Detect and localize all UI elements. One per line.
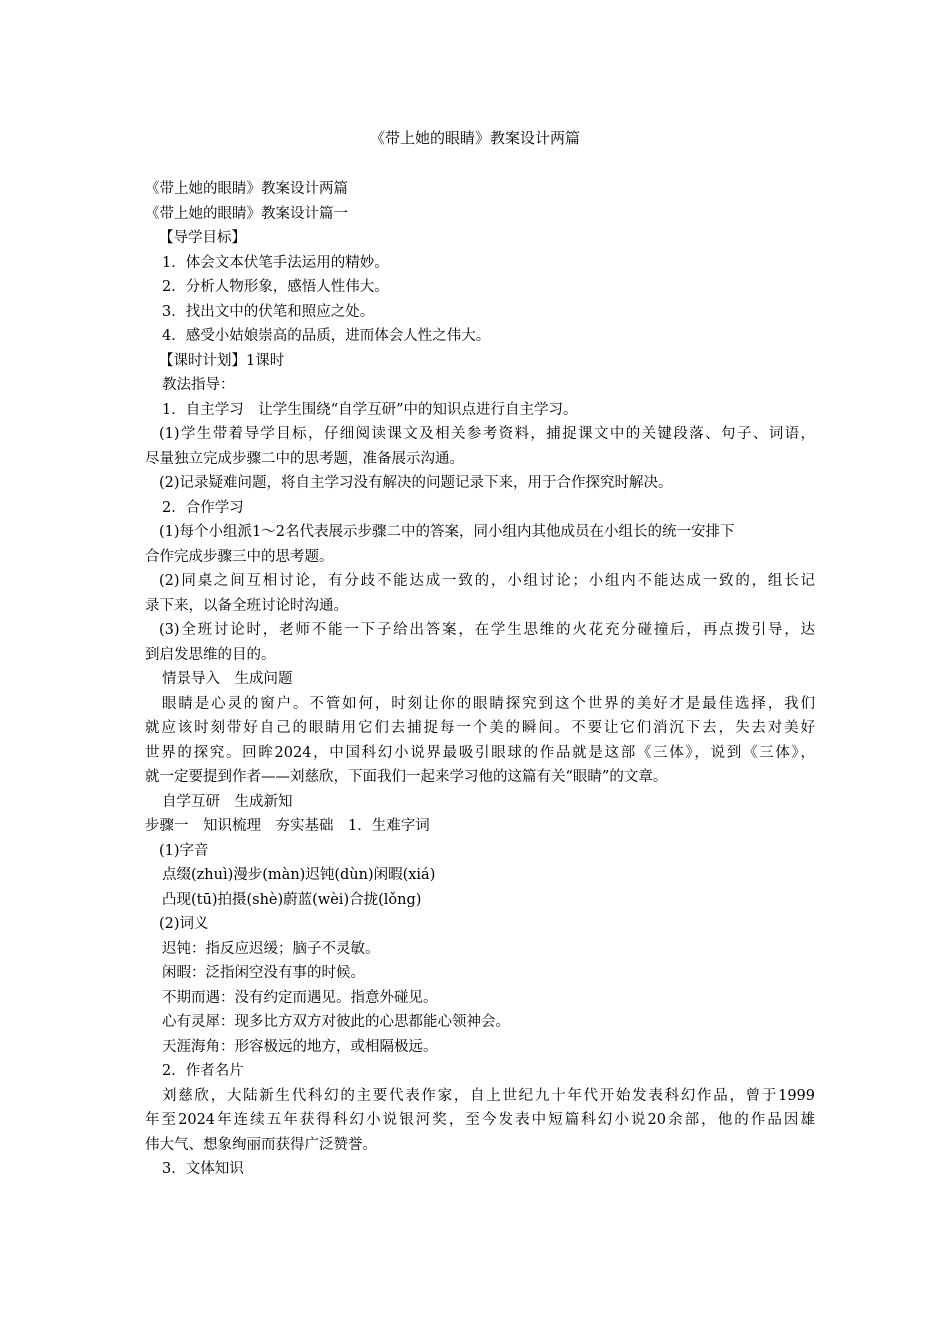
text-line: 教法指导： xyxy=(162,377,235,393)
document-body xyxy=(145,177,815,1182)
section-heading-schedule: 【课时计划】1课时 xyxy=(159,352,285,369)
text-line: (1)字音 xyxy=(159,842,209,859)
document-title: 《带上她的眼睛》教案设计两篇 xyxy=(369,129,580,147)
definition-line: 不期而遇：没有约定而遇见。指意外碰见。 xyxy=(162,989,438,1006)
paragraph-line: 录下来，以备全班讨论时沟通。 xyxy=(145,597,348,614)
doc-heading: 《带上她的眼睛》教案设计两篇 xyxy=(145,181,348,197)
paragraph-line: 到启发思维的目的。 xyxy=(145,646,276,663)
text-line: 3．文体知识 xyxy=(162,1161,244,1177)
pronunciation-line: 凸现(tū)拍摄(shè)蔚蓝(wèi)合拢(lǒng) xyxy=(162,891,422,908)
goal-item: 1．体会文本伏笔手法运用的精妙。 xyxy=(162,254,389,271)
text-line: (2)词义 xyxy=(159,916,209,932)
goal-item: 2．分析人物形象，感悟人性伟大。 xyxy=(162,279,389,295)
section-heading-selfstudy: 自学互研 生成新知 xyxy=(162,793,293,810)
paragraph-line: 伟大气、想象绚丽而获得广泛赞誉。 xyxy=(145,1136,377,1153)
paragraph-line: 眼睛是心灵的窗户。不管如何，时刻让你的眼睛探究到这个世界的美好才是最佳选择，我们 xyxy=(162,695,815,712)
doc-subheading: 《带上她的眼睛》教案设计篇一 xyxy=(145,205,348,222)
pronunciation-line: 点缀(zhuì)漫步(màn)迟钝(dùn)闲暇(xiá) xyxy=(162,867,436,883)
paragraph-line: 年至2024年连续五年获得科幻小说银河奖，至今发表中短篇科幻小说20余部，他的作品因雄 xyxy=(145,1112,815,1128)
text-line: 1．自主学习 让学生围绕“自学互研”中的知识点进行自主学习。 xyxy=(162,401,578,418)
paragraph-line: 合作完成步骤三中的思考题。 xyxy=(145,548,334,565)
goal-item: 4．感受小姑娘崇高的品质，进而体会人性之伟大。 xyxy=(162,328,491,344)
paragraph-line: (1)每个小组派1～2名代表展示步骤二中的答案，同小组内其他成员在小组长的统一安排下 xyxy=(159,524,735,540)
definition-line: 闲暇：泛指闲空没有事的时候。 xyxy=(162,965,365,981)
paragraph-line: 世界的探究。回眸2024，中国科幻小说界最吸引眼球的作品就是这部《三体》，说到《三体》， xyxy=(145,744,815,761)
definition-line: 心有灵犀：现多比方双方对彼此的心思都能心领神会。 xyxy=(162,1014,510,1030)
section-heading-goals: 【导学目标】 xyxy=(159,230,246,246)
section-heading-intro: 情景导入 生成问题 xyxy=(162,671,293,687)
definition-line: 天涯海角：形容极远的地方，或相隔极远。 xyxy=(162,1038,438,1055)
goal-item: 3．找出文中的伏笔和照应之处。 xyxy=(162,303,375,320)
paragraph-line: 就一定要提到作者——刘慈欣，下面我们一起来学习他的这篇有关“眼睛”的文章。 xyxy=(145,769,668,785)
paragraph-line: (2)同桌之间互相讨论，有分歧不能达成一致的，小组讨论；小组内不能达成一致的，组长记 xyxy=(159,573,815,589)
text-line: 2．作者名片 xyxy=(162,1063,244,1079)
definition-line: 迟钝：指反应迟缓；脑子不灵敏。 xyxy=(162,940,380,957)
paragraph-line: 就应该时刻带好自己的眼睛用它们去捕捉每一个美的瞬间。不要让它们消沉下去，失去对美好 xyxy=(145,720,815,736)
paragraph-line: 尽量独立完成步骤二中的思考题，准备展示沟通。 xyxy=(145,450,464,467)
paragraph-line: (3)全班讨论时，老师不能一下子给出答案，在学生思维的火花充分碰撞后，再点拨引导，达 xyxy=(159,622,815,638)
step-heading: 步骤一 知识梳理 夯实基础 1．生难字词 xyxy=(145,818,430,834)
paragraph-line: (2)记录疑难问题，将自主学习没有解决的问题记录下来，用于合作探究时解决。 xyxy=(159,475,673,491)
paragraph-line: 刘慈欣，大陆新生代科幻的主要代表作家，自上世纪九十年代开始发表科幻作品，曾于1999 xyxy=(162,1087,815,1104)
paragraph-line: (1)学生带着导学目标，仔细阅读课文及相关参考资料，捕捉课文中的关键段落、句子、词语， xyxy=(159,426,815,442)
text-line: 2．合作学习 xyxy=(162,499,244,516)
